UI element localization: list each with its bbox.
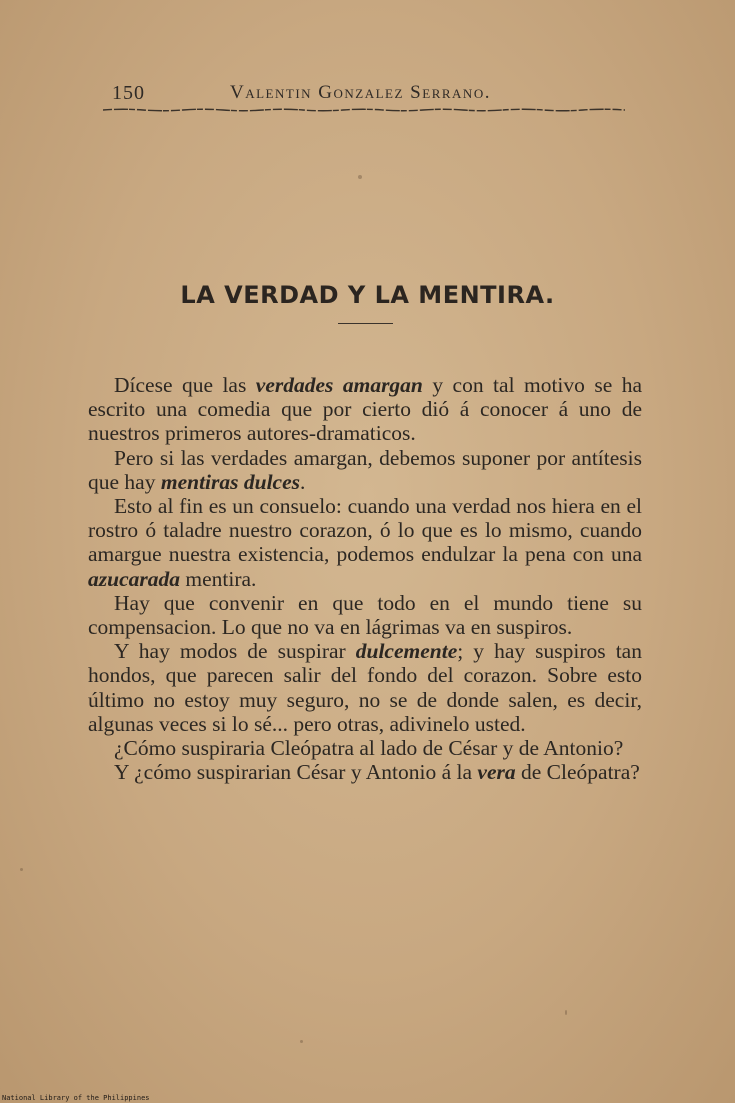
paragraph-7-text-b: de Cleópatra? [515, 760, 640, 785]
running-head: Valentin Gonzalez Serrano. [230, 82, 491, 103]
paragraph-1 [88, 373, 642, 446]
paragraph-7-emphasis: vera [477, 760, 516, 785]
paragraph-3-text-a: Esto al fin es un consuelo: cuando una verdad nos hiera en el rostro ó taladre nuestro corazon, ó lo que es lo mismo, cuando amargue nuestra existencia, podemos endulzar la pena con una [88, 494, 642, 567]
paragraph-5-emphasis: dulcemente [355, 639, 458, 664]
paragraph-7-text-a: Y ¿cómo suspirarian César y Antonio á la [114, 760, 478, 785]
paragraph-3-text-b: mentira. [179, 566, 257, 591]
paragraph-5 [88, 639, 642, 736]
title-rule [338, 323, 393, 324]
paper-speck [300, 1040, 303, 1043]
page-number: 150 [112, 82, 145, 104]
library-watermark: National Library of the Philippines [2, 1094, 150, 1102]
header-rule-line [103, 109, 625, 111]
paragraph-6-text: ¿Cómo suspiraria Cleópatra al lado de César y de Antonio? [114, 736, 624, 761]
article-body [88, 373, 642, 784]
paragraph-2-emphasis: mentiras dulces [160, 469, 301, 494]
paper-speck [565, 1010, 567, 1015]
paragraph-2-text-b: . [300, 469, 306, 494]
paragraph-5-text-b: ; y hay suspiros tan hondos, que parecen salir del fondo del corazon. Sobre esto último no estoy muy seguro, no se de donde salen, es decir, algunas veces si lo sé... pero otras, adivinelo usted. [88, 639, 642, 736]
paragraph-2-text-a: Pero si las verdades amargan, debemos suponer por antítesis que hay [88, 445, 642, 494]
paragraph-4-text: Hay que convenir en que todo en el mundo tiene su compensacion. Lo que no va en lágrimas va en suspiros. [88, 590, 642, 640]
article-title: LA VERDAD Y LA MENTIRA. [180, 281, 555, 309]
paragraph-5-text-a: Y hay modos de suspirar [114, 639, 356, 664]
paper-speck [20, 868, 23, 871]
header-rule [103, 108, 625, 112]
paragraph-7 [88, 760, 642, 784]
paragraph-4 [88, 591, 642, 639]
page-header [108, 80, 628, 110]
paragraph-1-emphasis: verdades amargan [255, 373, 423, 397]
paragraph-1-text-a: Dícese que las [114, 373, 256, 397]
paragraph-6 [88, 736, 642, 760]
paragraph-2 [88, 446, 642, 494]
paper-speck [358, 175, 362, 179]
paragraph-3-emphasis: azucarada [88, 566, 180, 591]
paragraph-1-text-b: y con tal motivo se ha escrito una comedia que por cierto dió á conocer á uno de nuestros primeros autores-dramaticos. [88, 373, 643, 446]
paragraph-3 [88, 494, 642, 591]
